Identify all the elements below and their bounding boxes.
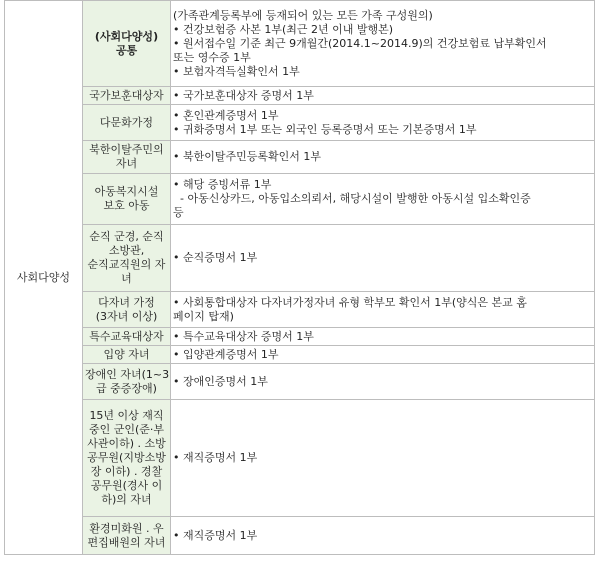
category-line: 하)의 자녀: [101, 493, 152, 506]
document-line: • 장애인증명서 1부: [173, 374, 268, 388]
document-line: - 아동신상카드, 아동입소의뢰서, 해당시설이 발행한 아동시설 입소확인증: [173, 192, 531, 205]
table-row: [5, 1, 595, 87]
documents-cell: [171, 328, 595, 346]
document-line: • 혼인관계증명서 1부: [173, 108, 279, 122]
category-cell: [83, 141, 171, 174]
category-line: 중인 군인(준·부: [88, 423, 165, 436]
documents-cell: [171, 225, 595, 292]
category-line: 급 중증장애): [96, 381, 157, 395]
category-line: 특수교육대상자: [89, 329, 164, 343]
document-line: • 사회통합대상자 다자녀가정자녀 유형 학부모 확인서 1부(양식은 본교 홈: [173, 295, 527, 309]
group-label: 사회다양성: [16, 270, 71, 284]
document-line: • 건강보험증 사본 1부(최근 2년 이내 발행본): [173, 22, 394, 36]
category-cell: [83, 328, 171, 346]
group-cell: [5, 1, 83, 555]
category-line: 녀: [121, 272, 132, 285]
category-line: 편집배원의 자녀: [87, 535, 166, 549]
category-cell: [83, 1, 171, 87]
category-line: 순직교직원의 자: [87, 258, 166, 271]
document-line: (가족관계등록부에 등재되어 있는 모든 가족 구성원의): [173, 8, 433, 22]
table-row: [5, 141, 595, 174]
table-row: [5, 292, 595, 328]
requirements-table: [4, 0, 595, 555]
document-line: • 국가보훈대상자 증명서 1부: [173, 88, 314, 102]
document-line: • 원서접수일 기준 최근 9개월간(2014.1~2014.9)의 건강보험료 납부확인서: [173, 36, 547, 50]
document-line: • 북한이탈주민등록확인서 1부: [173, 150, 321, 163]
category-line: 아동복지시설: [94, 185, 159, 198]
category-line: (사회다양성): [94, 29, 159, 43]
category-line: (3자녀 이상): [95, 309, 158, 323]
category-cell: [83, 292, 171, 328]
document-line: 등: [173, 206, 184, 219]
table-row: [5, 364, 595, 400]
category-line: 입양 자녀: [103, 347, 150, 361]
category-line: 공무원(경사 이: [90, 479, 163, 492]
category-line: 장 이하) . 경찰: [90, 465, 163, 478]
category-cell: [83, 517, 171, 555]
category-cell: [83, 174, 171, 225]
documents-cell: [171, 292, 595, 328]
documents-cell: [171, 105, 595, 141]
documents-cell: [171, 141, 595, 174]
document-line: • 귀화증명서 1부 또는 외국인 등록증명서 또는 기본증명서 1부: [173, 122, 477, 136]
documents-cell: [171, 1, 595, 87]
table-row: [5, 328, 595, 346]
table-row: [5, 105, 595, 141]
table-row: [5, 174, 595, 225]
category-cell: [83, 225, 171, 292]
category-line: 순직 군경, 순직: [89, 230, 164, 243]
category-cell: [83, 105, 171, 141]
documents-cell: [171, 364, 595, 400]
documents-cell: [171, 400, 595, 517]
category-cell: [83, 346, 171, 364]
category-line: 장애인 자녀(1~3: [85, 367, 170, 381]
document-line: • 순직증명서 1부: [173, 251, 258, 264]
document-line: • 재직증명서 1부: [173, 451, 258, 464]
category-line: 15년 이상 재직: [89, 409, 164, 422]
document-line: • 입양관계증명서 1부: [173, 347, 279, 361]
category-line: 국가보훈대상자: [89, 88, 164, 102]
table-row: [5, 346, 595, 364]
table-row: [5, 225, 595, 292]
category-line: 공무원(지방소방: [87, 451, 166, 464]
document-line: • 특수교육대상자 증명서 1부: [173, 329, 314, 343]
category-line: 보호 아동: [103, 199, 150, 212]
table-row: [5, 400, 595, 517]
category-cell: [83, 400, 171, 517]
category-line: 다문화가정: [99, 115, 154, 129]
category-line: 다자녀 가정: [98, 295, 155, 309]
document-line: • 해당 증빙서류 1부: [173, 178, 272, 191]
documents-cell: [171, 517, 595, 555]
document-line: • 재직증명서 1부: [173, 528, 258, 542]
documents-cell: [171, 346, 595, 364]
documents-cell: [171, 174, 595, 225]
table-row: [5, 517, 595, 555]
category-line: 사관이하) . 소방: [87, 437, 166, 450]
category-cell: [83, 87, 171, 105]
category-cell: [83, 364, 171, 400]
table-row: [5, 87, 595, 105]
documents-cell: [171, 87, 595, 105]
category-line: 자녀: [115, 157, 138, 170]
document-line: 페이지 탑재): [173, 309, 234, 323]
category-line: 환경미화원 . 우: [89, 521, 164, 535]
document-line: • 보험자격득실확인서 1부: [173, 64, 300, 78]
category-line: 소방관,: [108, 244, 145, 257]
category-line: 공통: [115, 43, 138, 57]
category-line: 북한이탈주민의: [89, 143, 164, 156]
document-line: 또는 영수증 1부: [173, 50, 251, 64]
